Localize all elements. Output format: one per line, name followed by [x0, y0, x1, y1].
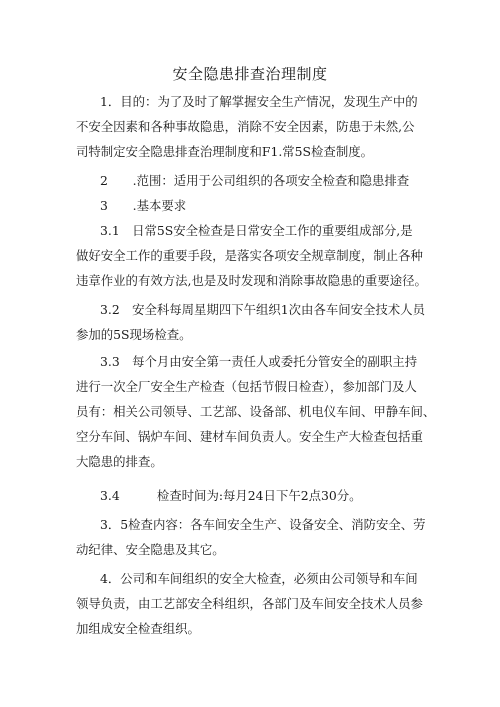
- text-line: 不安全因素和各种事故隐患，消除不安全因素，防患于未然,公: [76, 119, 415, 134]
- text-line: 3.4 检查时间为:每月24日下午2点30分。: [100, 488, 362, 503]
- text-line: 加组成安全检查组织。: [76, 621, 200, 636]
- text-line: 参加的5S现场检查。: [76, 327, 192, 342]
- text-line: 4．公司和车间组织的安全大检查，必须由公司领导和车间: [100, 571, 418, 586]
- text-line: 2 .范围：适用于公司组织的各项安全检查和隐患排查: [100, 173, 410, 188]
- text-line: 空分车间、锅炉车间、建材车间负责人。安全生产大检查包括重: [76, 429, 423, 444]
- paragraph-3-5: [76, 512, 436, 562]
- text-line: 进行一次全厂安全生产检查（包括节假日检查），参加部门及人: [76, 379, 417, 394]
- text-line: 司特制定安全隐患排查治理制度和F1.常5S检查制度。: [76, 144, 373, 159]
- paragraph-scope: [76, 168, 436, 193]
- text-line: 动纪律、安全隐患及其它。: [76, 542, 225, 557]
- paragraph-3-3: [76, 349, 436, 474]
- paragraph-purpose: [76, 89, 436, 164]
- text-line: 大隐患的排查。: [76, 454, 163, 469]
- text-line: 3.1 日常5S安全检查是日常安全工作的重要组成部分,是: [100, 223, 413, 238]
- text-line: 1．目的：为了及时了解掌握安全生产情况，发现生产中的: [100, 94, 418, 109]
- paragraph-3-1: [76, 218, 436, 293]
- paragraph-4: [76, 566, 436, 641]
- text-line: 3．5检查内容：各车间安全生产、设备安全、消防安全、劳: [100, 517, 426, 532]
- text-line: 3 .基本要求: [100, 198, 187, 213]
- text-line: 违章作业的有效方法,也是及时发现和消除事故隐患的重要途径。: [76, 273, 427, 288]
- text-line: 3.2 安全科每周星期四下午组织1次由各车间安全技术人员: [100, 302, 425, 317]
- text-line: 做好安全工作的重要手段，是落实各项安全规章制度，制止各种: [76, 248, 423, 263]
- text-line: 领导负责，由工艺部安全科组织，各部门及车间安全技术人员参: [76, 596, 423, 611]
- text-line: 员有：相关公司领导、工艺部、设备部、机电仪车间、甲静车间、: [76, 404, 436, 419]
- paragraph-requirements-heading: [76, 193, 436, 218]
- paragraph-3-2: [76, 297, 436, 347]
- document-title: 安全隐患排查治理制度: [172, 65, 328, 83]
- text-line: 3.3 每个月由安全第一责任人或委托分管安全的副职主持: [100, 354, 418, 369]
- paragraph-3-4: [76, 483, 436, 508]
